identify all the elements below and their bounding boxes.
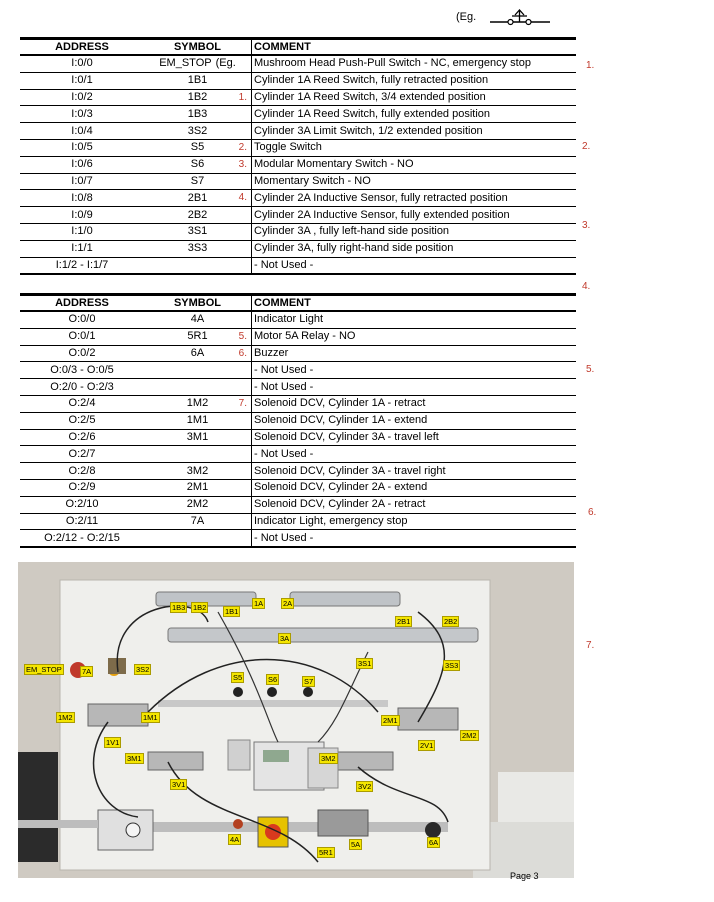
symbol-cell <box>144 463 252 480</box>
side-marker: 7. <box>586 640 595 651</box>
symbol-text: 4A <box>190 313 205 326</box>
symbol-text: 6A <box>190 346 205 359</box>
comment-cell: Momentary Switch - NO <box>252 173 577 190</box>
table-row <box>20 345 576 362</box>
col-address: ADDRESS <box>20 39 144 56</box>
symbol-text: 1B2 <box>187 90 208 103</box>
eg-label: (Eg. <box>456 11 477 23</box>
symbol-text: 1M2 <box>186 397 209 410</box>
photo-label: 3V2 <box>358 782 372 791</box>
symbol-cell <box>144 479 252 496</box>
symbol-cell <box>144 446 252 463</box>
symbol-cell <box>144 139 252 156</box>
row-marker: 5. <box>238 330 247 342</box>
photo-label: 5A <box>351 840 361 849</box>
col-symbol: SYMBOL <box>144 39 252 56</box>
symbol-text: 3M2 <box>186 464 209 477</box>
table-row <box>20 190 576 207</box>
switch-symbol-icon <box>488 6 552 30</box>
symbol-text: 1B1 <box>187 74 208 87</box>
symbol-cell <box>144 379 252 396</box>
col-address: ADDRESS <box>20 295 144 312</box>
symbol-text: 2M1 <box>186 481 209 494</box>
input-address-table <box>20 37 576 275</box>
address-cell: I:0/0 <box>20 55 144 72</box>
symbol-text: 3S1 <box>187 225 208 238</box>
comment-cell: - Not Used - <box>252 257 577 274</box>
photo-label: 3A <box>280 634 290 643</box>
symbol-cell <box>144 328 252 345</box>
symbol-text: 1M1 <box>186 414 209 427</box>
symbol-cell <box>144 55 252 72</box>
photo-label: 2M1 <box>383 716 398 725</box>
comment-cell: Solenoid DCV, Cylinder 1A - retract <box>252 395 577 412</box>
comment-cell: Solenoid DCV, Cylinder 2A - extend <box>252 479 577 496</box>
symbol-cell <box>144 395 252 412</box>
side-marker: 3. <box>582 220 591 231</box>
symbol-text: S5 <box>190 141 205 154</box>
address-cell: O:2/4 <box>20 395 144 412</box>
symbol-cell <box>144 513 252 530</box>
comment-cell: Cylinder 2A Inductive Sensor, fully extended position <box>252 207 577 224</box>
symbol-cell <box>144 190 252 207</box>
comment-cell: Buzzer <box>252 345 577 362</box>
address-cell: I:0/2 <box>20 89 144 106</box>
symbol-cell <box>144 240 252 257</box>
comment-cell: Cylinder 1A Reed Switch, fully extended position <box>252 106 577 123</box>
table-row <box>20 395 576 412</box>
table-row <box>20 513 576 530</box>
address-cell: I:0/7 <box>20 173 144 190</box>
table-row <box>20 156 576 173</box>
symbol-cell <box>144 496 252 513</box>
photo-label: 1M1 <box>143 713 158 722</box>
symbol-cell <box>144 530 252 547</box>
row-marker: 4. <box>238 192 247 204</box>
col-comment: COMMENT <box>252 295 577 312</box>
page-number: Page 3 <box>510 871 539 881</box>
address-cell: O:0/1 <box>20 328 144 345</box>
photo-label: S7 <box>304 677 314 686</box>
photo-label: 6A <box>429 838 439 847</box>
table-row <box>20 257 576 274</box>
address-cell: I:0/1 <box>20 72 144 89</box>
address-cell: O:0/2 <box>20 345 144 362</box>
table-row <box>20 223 576 240</box>
table-row <box>20 479 576 496</box>
symbol-text: 2M2 <box>186 498 209 511</box>
address-cell: O:2/11 <box>20 513 144 530</box>
table-row <box>20 446 576 463</box>
table-row <box>20 240 576 257</box>
address-cell: O:2/8 <box>20 463 144 480</box>
comment-cell: Indicator Light <box>252 311 577 328</box>
symbol-cell <box>144 223 252 240</box>
table-row <box>20 311 576 328</box>
symbol-text: EM_STOP <box>159 57 212 70</box>
table-row <box>20 496 576 513</box>
comment-cell: Indicator Light, emergency stop <box>252 513 577 530</box>
photo-label: 2M2 <box>462 731 477 740</box>
address-cell: O:2/5 <box>20 412 144 429</box>
address-cell: O:0/3 - O:0/5 <box>20 362 144 379</box>
address-cell: O:2/10 <box>20 496 144 513</box>
photo-label: 1B3 <box>172 603 186 612</box>
photo-label: 3V1 <box>172 780 186 789</box>
photo-label: 3M2 <box>321 754 336 763</box>
address-cell: O:2/12 - O:2/15 <box>20 530 144 547</box>
table-row <box>20 72 576 89</box>
photo-label: 3S2 <box>136 665 150 674</box>
comment-cell: Solenoid DCV, Cylinder 3A - travel left <box>252 429 577 446</box>
comment-cell: - Not Used - <box>252 446 577 463</box>
comment-cell: - Not Used - <box>252 379 577 396</box>
symbol-text: S7 <box>190 174 205 187</box>
photo-label: 7A <box>82 667 92 676</box>
table-row <box>20 55 576 72</box>
photo-label: 1M2 <box>58 713 73 722</box>
side-marker: 6. <box>588 507 597 518</box>
table-row <box>20 139 576 156</box>
row-marker: 2. <box>238 141 247 153</box>
photo-label: 2B1 <box>397 617 411 626</box>
comment-cell: Mushroom Head Push-Pull Switch - NC, emergency stop <box>252 55 577 72</box>
address-cell: O:2/7 <box>20 446 144 463</box>
table-row <box>20 412 576 429</box>
address-cell: O:2/6 <box>20 429 144 446</box>
output-address-table <box>20 293 576 548</box>
table-row <box>20 429 576 446</box>
address-cell: I:0/6 <box>20 156 144 173</box>
row-marker: 3. <box>238 158 247 170</box>
photo-label: 2V1 <box>420 741 434 750</box>
comment-cell: Cylinder 1A Reed Switch, fully retracted position <box>252 72 577 89</box>
address-cell: I:1/2 - I:1/7 <box>20 257 144 274</box>
table-row <box>20 362 576 379</box>
photo-label: 3M1 <box>127 754 142 763</box>
table-row <box>20 379 576 396</box>
symbol-text: 3S3 <box>187 242 208 255</box>
symbol-text: 3M1 <box>186 430 209 443</box>
photo-label: 4A <box>230 835 240 844</box>
photo-label: 2A <box>283 599 293 608</box>
symbol-cell <box>144 311 252 328</box>
side-marker: 1. <box>586 60 595 71</box>
row-marker: 7. <box>238 397 247 409</box>
table-row <box>20 123 576 140</box>
comment-cell: Cylinder 3A, fully right-hand side position <box>252 240 577 257</box>
symbol-cell <box>144 207 252 224</box>
row-marker: 6. <box>238 347 247 359</box>
photo-label: 2B2 <box>444 617 458 626</box>
symbol-cell <box>144 89 252 106</box>
comment-cell: Modular Momentary Switch - NO <box>252 156 577 173</box>
symbol-text: 2B1 <box>187 191 208 204</box>
address-cell: O:0/0 <box>20 311 144 328</box>
address-cell: I:0/3 <box>20 106 144 123</box>
photo-label: 5R1 <box>319 848 333 857</box>
symbol-cell <box>144 173 252 190</box>
table-row <box>20 328 576 345</box>
table-row <box>20 106 576 123</box>
photo-label: S6 <box>268 675 278 684</box>
photo-label: 1V1 <box>106 738 120 747</box>
symbol-cell <box>144 345 252 362</box>
symbol-cell <box>144 123 252 140</box>
symbol-cell <box>144 429 252 446</box>
symbol-text: 5R1 <box>187 330 208 343</box>
comment-cell: Toggle Switch <box>252 139 577 156</box>
photo-label: S5 <box>233 673 243 682</box>
address-cell: O:2/0 - O:2/3 <box>20 379 144 396</box>
trainer-board-photo <box>18 562 574 878</box>
symbol-cell <box>144 106 252 123</box>
symbol-cell <box>144 72 252 89</box>
symbol-cell <box>144 257 252 274</box>
symbol-cell <box>144 362 252 379</box>
address-cell: I:1/1 <box>20 240 144 257</box>
comment-cell: Solenoid DCV, Cylinder 3A - travel right <box>252 463 577 480</box>
inline-note: (Eg. <box>215 57 236 70</box>
symbol-cell <box>144 412 252 429</box>
table-row <box>20 463 576 480</box>
address-cell: I:1/0 <box>20 223 144 240</box>
symbol-text: 2B2 <box>187 208 208 221</box>
address-cell: I:0/8 <box>20 190 144 207</box>
side-marker: 2. <box>582 141 591 152</box>
comment-cell: Cylinder 1A Reed Switch, 3/4 extended position <box>252 89 577 106</box>
comment-cell: Motor 5A Relay - NO <box>252 328 577 345</box>
comment-cell: Cylinder 3A , fully left-hand side position <box>252 223 577 240</box>
photo-label: 1B2 <box>193 603 207 612</box>
col-comment: COMMENT <box>252 39 577 56</box>
symbol-text: S6 <box>190 158 205 171</box>
side-marker: 4. <box>582 281 591 292</box>
comment-cell: - Not Used - <box>252 530 577 547</box>
address-cell: O:2/9 <box>20 479 144 496</box>
photo-label: 1B1 <box>225 607 239 616</box>
table-row <box>20 207 576 224</box>
photo-label: 1A <box>254 599 264 608</box>
address-cell: I:0/5 <box>20 139 144 156</box>
table-row <box>20 530 576 547</box>
address-cell: I:0/4 <box>20 123 144 140</box>
row-marker: 1. <box>238 91 247 103</box>
comment-cell: Cylinder 2A Inductive Sensor, fully retracted position <box>252 190 577 207</box>
symbol-text: 3S2 <box>187 124 208 137</box>
photo-label: EM_STOP <box>26 665 62 674</box>
side-marker: 5. <box>586 364 595 375</box>
comment-cell: - Not Used - <box>252 362 577 379</box>
photo-label: 3S1 <box>358 659 372 668</box>
symbol-text: 1B3 <box>187 107 208 120</box>
col-symbol: SYMBOL <box>144 295 252 312</box>
symbol-text: 7A <box>190 514 205 527</box>
table-row <box>20 89 576 106</box>
symbol-cell <box>144 156 252 173</box>
photo-label: 3S3 <box>445 661 459 670</box>
comment-cell: Cylinder 3A Limit Switch, 1/2 extended position <box>252 123 577 140</box>
table-row <box>20 173 576 190</box>
address-cell: I:0/9 <box>20 207 144 224</box>
comment-cell: Solenoid DCV, Cylinder 1A - extend <box>252 412 577 429</box>
comment-cell: Solenoid DCV, Cylinder 2A - retract <box>252 496 577 513</box>
